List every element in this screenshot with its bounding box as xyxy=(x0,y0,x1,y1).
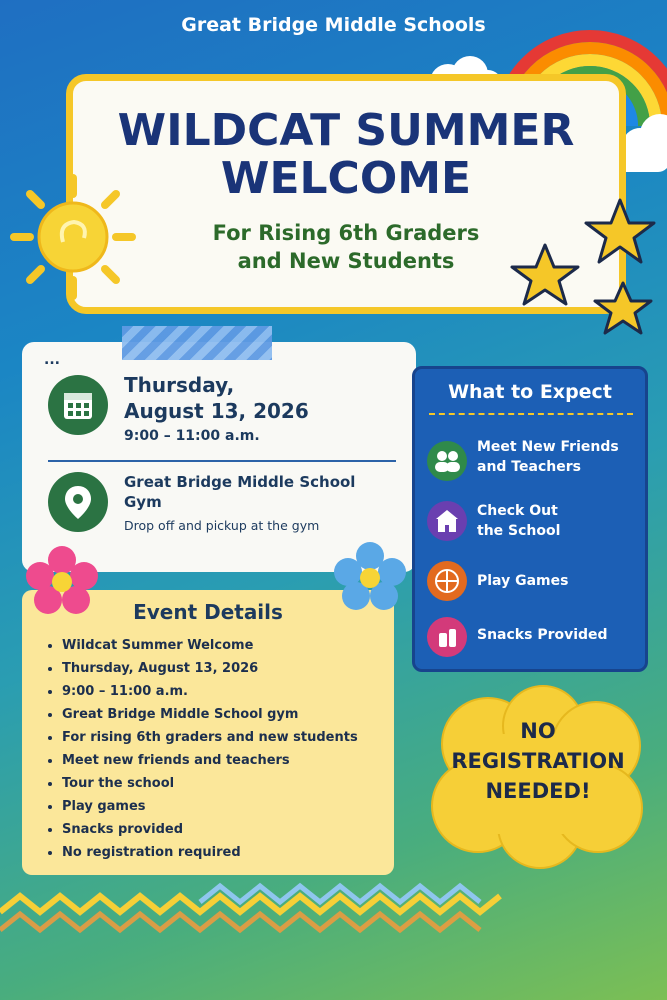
ball-icon xyxy=(427,561,467,601)
what-to-expect-panel xyxy=(412,366,648,672)
expect-item-line: and Teachers xyxy=(477,459,581,475)
calendar-icon xyxy=(48,375,108,435)
details-item: • 9:00 – 11:00 a.m. xyxy=(62,680,358,703)
expect-item xyxy=(477,571,637,591)
event-full-date: August 13, 2026 xyxy=(124,399,309,423)
blue-flower-icon xyxy=(332,542,408,612)
subtitle-line-1: For Rising 6th Graders xyxy=(212,221,480,245)
event-details-card xyxy=(22,590,394,875)
location-line-2: Gym xyxy=(124,493,162,511)
callout-line-1: NO xyxy=(520,719,556,743)
expect-item xyxy=(477,437,637,477)
event-location xyxy=(124,472,394,512)
expect-item xyxy=(477,625,637,645)
details-item: • Meet new friends and teachers xyxy=(62,749,358,772)
details-item: • Thursday, August 13, 2026 xyxy=(62,657,358,680)
divider xyxy=(48,460,396,462)
details-item: • Play games xyxy=(62,795,358,818)
expect-title: What to Expect xyxy=(448,381,612,403)
event-date xyxy=(124,372,309,424)
details-item: • Tour the school xyxy=(62,772,358,795)
ellipsis-text: ... xyxy=(44,352,60,368)
expect-item xyxy=(477,501,637,541)
event-day: Thursday, xyxy=(124,373,235,397)
details-item: • For rising 6th graders and new students xyxy=(62,726,358,749)
title-line-2: WELCOME xyxy=(220,153,472,204)
snack-icon xyxy=(427,617,467,657)
details-item: • Wildcat Summer Welcome xyxy=(62,634,358,657)
school-name: Great Bridge Middle Schools xyxy=(181,14,486,36)
details-list xyxy=(44,634,358,864)
stars-icon xyxy=(505,195,667,345)
expect-item-line: Play Games xyxy=(477,573,569,589)
details-item: • No registration required xyxy=(62,841,358,864)
location-note: Drop off and pickup at the gym xyxy=(124,518,320,533)
pink-flower-icon xyxy=(24,546,100,616)
tape-decoration xyxy=(122,326,272,360)
school-icon xyxy=(427,501,467,541)
callout-line-3: NEEDED! xyxy=(485,779,591,803)
location-pin-icon xyxy=(48,472,108,532)
no-registration-callout xyxy=(428,716,648,806)
zigzag-decoration xyxy=(0,882,667,952)
people-icon xyxy=(427,441,467,481)
location-line-1: Great Bridge Middle School xyxy=(124,473,356,491)
expect-item-line: Meet New Friends xyxy=(477,439,619,455)
event-time: 9:00 – 11:00 a.m. xyxy=(124,428,260,444)
dashed-divider xyxy=(429,413,633,415)
expect-item-line: the School xyxy=(477,523,561,539)
callout-line-2: REGISTRATION xyxy=(451,749,625,773)
details-item: • Great Bridge Middle School gym xyxy=(62,703,358,726)
sun-icon xyxy=(8,172,138,302)
expect-item-line: Snacks Provided xyxy=(477,627,608,643)
subtitle-line-2: and New Students xyxy=(237,249,455,273)
event-title xyxy=(73,107,619,203)
title-line-1: WILDCAT SUMMER xyxy=(117,105,575,156)
details-item: • Snacks provided xyxy=(62,818,358,841)
expect-item-line: Check Out xyxy=(477,503,558,519)
details-title: Event Details xyxy=(133,600,283,624)
